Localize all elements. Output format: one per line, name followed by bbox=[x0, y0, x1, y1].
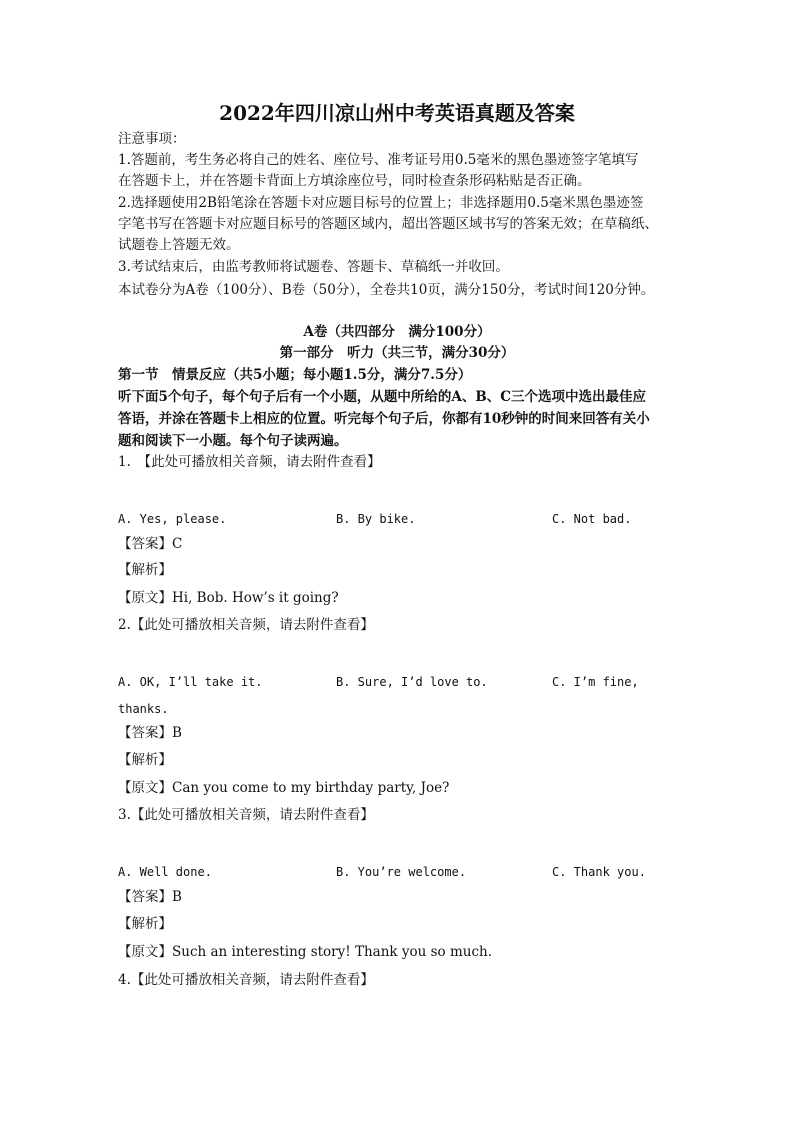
answer: 【答案】C bbox=[118, 536, 183, 552]
notes-line: 1.答题前，考生务必将自己的姓名、座位号、准考证号用0.5毫米的黑色墨迹签字笔填写 bbox=[118, 152, 639, 168]
notes-line: 试题卷上答题无效。 bbox=[118, 237, 240, 253]
instruction-line: 听下面5个句子，每个句子后有一个小题，从题中所给的A、B、C三个选项中选出最佳应 bbox=[118, 389, 647, 405]
page-title: 2022年四川凉山州中考英语真题及答案 bbox=[219, 101, 575, 125]
question-prompt: 3.【此处可播放相关音频，请去附件查看】 bbox=[118, 807, 374, 823]
analysis: 【解析】 bbox=[118, 752, 172, 768]
option-a: A. Well done. bbox=[118, 865, 212, 879]
analysis: 【解析】 bbox=[118, 562, 172, 578]
part1-heading: 第一部分 听力（共三节，满分30分） bbox=[279, 345, 515, 361]
notes-line: 在答题卡上，并在答题卡背面上方填涂座位号，同时检查条形码粘贴是否正确。 bbox=[118, 173, 591, 189]
notes-line: 2.选择题使用2B铅笔涂在答题卡对应题目标号的位置上；非选择题用0.5毫米黑色墨迹签 bbox=[118, 195, 644, 211]
option-a: A. Yes, please. bbox=[118, 512, 227, 526]
option-c: C. Not bad. bbox=[552, 512, 632, 526]
analysis: 【解析】 bbox=[118, 916, 172, 932]
instruction-line: 题和阅读下一小题。每个句子读两遍。 bbox=[118, 433, 348, 449]
option-b: B. By bike. bbox=[336, 512, 416, 526]
question-prompt: 4.【此处可播放相关音频，请去附件查看】 bbox=[118, 972, 374, 988]
notes-line: 字笔书写在答题卡对应题目标号的答题区域内，超出答题区域书写的答案无效；在草稿纸、 bbox=[118, 216, 658, 232]
option-c-continued: thanks. bbox=[118, 702, 169, 716]
original-text: 【原文】Hi, Bob. How’s it going? bbox=[118, 590, 339, 606]
question-prompt: 2.【此处可播放相关音频，请去附件查看】 bbox=[118, 617, 374, 633]
option-b: B. You’re welcome. bbox=[336, 865, 467, 879]
notes-heading: 注意事项： bbox=[118, 131, 186, 147]
option-b: B. Sure, I’d love to. bbox=[336, 675, 488, 689]
section-a-heading: A卷（共四部分 满分100分） bbox=[303, 324, 491, 340]
answer: 【答案】B bbox=[118, 889, 182, 905]
option-c: C. I’m fine, bbox=[552, 675, 639, 689]
original-text: 【原文】Can you come to my birthday party, Joe? bbox=[118, 780, 450, 796]
option-c: C. Thank you. bbox=[552, 865, 646, 879]
answer: 【答案】B bbox=[118, 725, 182, 741]
original-text: 【原文】Such an interesting story! Thank you so much. bbox=[118, 944, 493, 960]
instruction-line: 答语，并涂在答题卡上相应的位置。听完每个句子后，你都有10秒钟的时间来回答有关小 bbox=[118, 411, 650, 427]
notes-line: 3.考试结束后，由监考教师将试题卷、答题卡、草稿纸一并收回。 bbox=[118, 259, 509, 275]
sec1-heading: 第一节 情景反应（共5小题；每小题1.5分，满分7.5分） bbox=[118, 367, 472, 383]
notes-line: 本试卷分为A卷（100分）、B卷（50分），全卷共10页，满分150分，考试时间120分钟。 bbox=[118, 282, 655, 298]
question-prompt: 1. 【此处可播放相关音频，请去附件查看】 bbox=[118, 454, 381, 470]
option-a: A. OK, I’ll take it. bbox=[118, 675, 263, 689]
